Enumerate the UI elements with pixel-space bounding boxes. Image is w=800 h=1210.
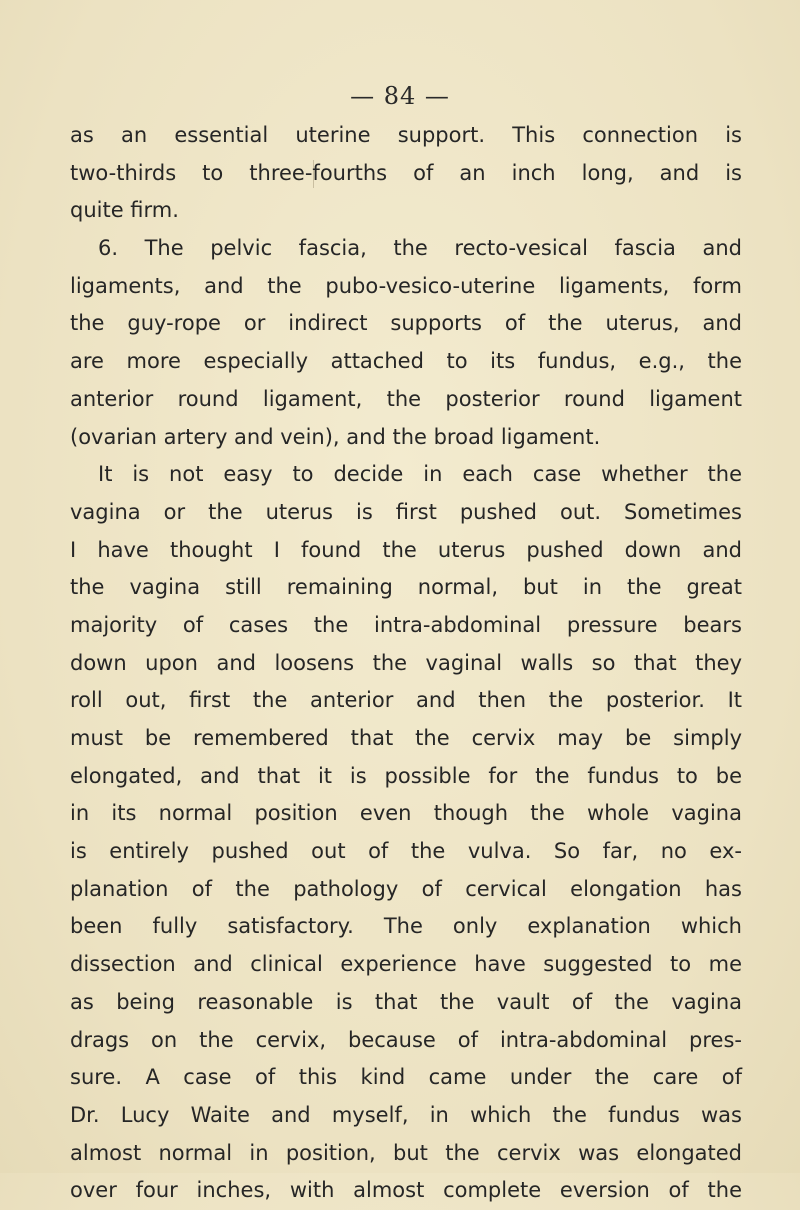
text-line: (ovarian artery and vein), and the broad ligament. <box>70 424 601 449</box>
text-line: roll out, first the anterior and then the posterior. It <box>70 688 742 713</box>
text-line: the guy-rope or indirect supports of the uterus, and <box>70 311 742 336</box>
body-text <box>70 117 742 1210</box>
text-line: over four inches, with almost complete eversion of the <box>70 1178 742 1203</box>
text-line: two-thirds to three-fourths of an inch long, and is <box>70 160 742 185</box>
text-line: dissection and clinical experience have suggested to me <box>70 952 742 977</box>
text-line: as being reasonable is that the vault of the vagina <box>70 989 742 1014</box>
text-line: elongated, and that it is possible for the fundus to be <box>70 763 742 788</box>
text-line: drags on the cervix, because of intra-abdominal pres- <box>70 1027 742 1052</box>
text-line: quite firm. <box>70 198 179 223</box>
text-line: planation of the pathology of cervical elongation has <box>70 876 742 901</box>
text-line: must be remembered that the cervix may be simply <box>70 726 742 750</box>
text-line: majority of cases the intra-abdominal pressure bears <box>70 612 742 637</box>
text-line: is entirely pushed out of the vulva. So far, no ex- <box>70 839 742 864</box>
text-line: Dr. Lucy Waite and myself, in which the fundus was <box>70 1102 742 1127</box>
text-line: sure. A case of this kind came under the care of <box>70 1065 742 1090</box>
text-line: are more especially attached to its fundus, e.g., the <box>70 349 742 374</box>
text-line: as an essential uterine support. This connection is <box>70 123 742 147</box>
text-line: in its normal position even though the whole vagina <box>70 801 742 826</box>
text-line: the vagina still remaining normal, but in the great <box>70 575 742 600</box>
page-number: — 84 — <box>350 82 450 110</box>
text-line: been fully satisfactory. The only explanation which <box>70 914 742 939</box>
text-line: It is not easy to decide in each case whether the <box>98 462 742 487</box>
text-line: anterior round ligament, the posterior round ligament <box>70 386 742 411</box>
text-line: ligaments, and the pubo-vesico-uterine ligaments, form <box>70 273 742 298</box>
text-line: vagina or the uterus is first pushed out. Sometimes <box>70 499 742 524</box>
text-line: down upon and loosens the vaginal walls so that they <box>70 650 742 675</box>
text-line: 6. The pelvic fascia, the recto-vesical fascia and <box>98 236 742 261</box>
text-line: almost normal in position, but the cervix was elongated <box>70 1140 742 1165</box>
text-line: I have thought I found the uterus pushed down and <box>70 537 742 562</box>
